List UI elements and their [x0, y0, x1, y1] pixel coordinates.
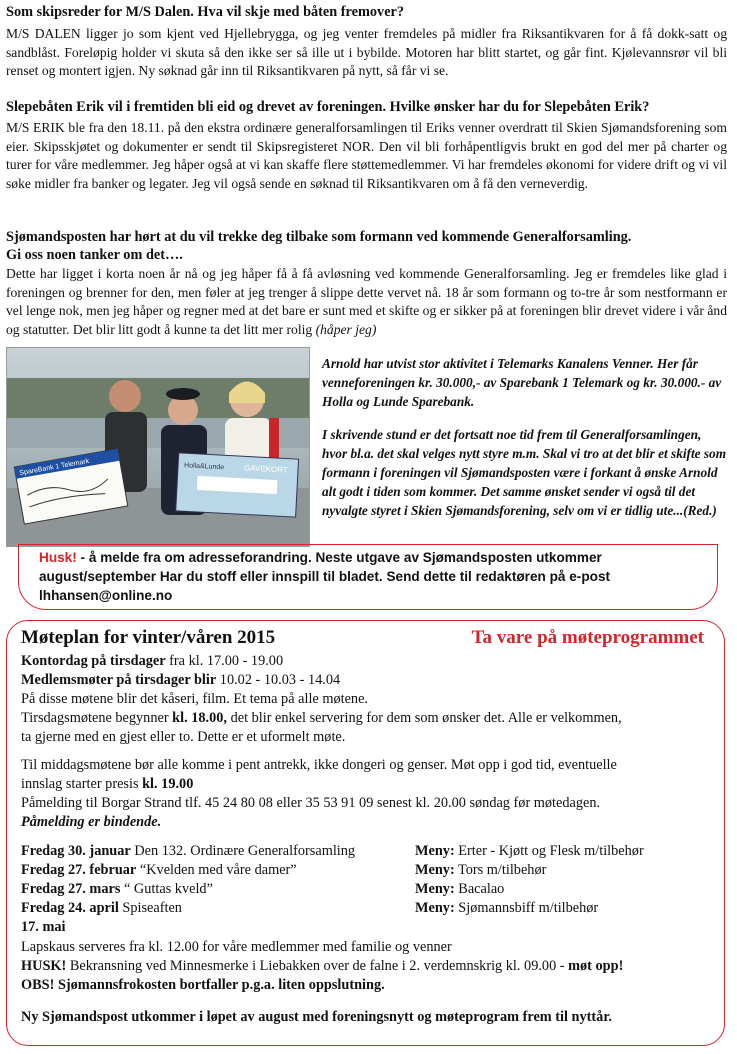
reminder-box	[18, 544, 718, 610]
dinner-text-b: innslag starter presis	[21, 776, 143, 792]
husk-wreath-line	[21, 957, 623, 976]
obs-line: OBS! Sjømannsfrokosten bortfaller p.g.a. liten oppslutning.	[21, 977, 385, 993]
event-menu	[415, 880, 504, 899]
event-date: Fredag 24. april	[21, 900, 119, 916]
signup-line: Påmelding til Borgar Strand tlf. 45 24 80 08 eller 35 53 91 09 senest kl. 20.00 søndag før møtedagen.	[21, 795, 601, 811]
reminder-line1-text: - å melde fra om adresseforandring. Neste utgave av Sjømandsposten utkommer	[76, 550, 602, 565]
event-menu	[415, 861, 546, 880]
photo-caption-p2: I skrivende stund er det fortsatt noe tid frem til Generalforsamlingen, hvor bl.a. det skal velges nytt styre m.m. Skal vi tro at det blir et skifte som formann i foreningen vil Sjømandsposten være i forkant å ønske Arnold alt godt i tiden som kommer. Det samme ønsket sender vi også til det nyvalgte styret i Skien Sjømandsforening, selv om vi er tidlig ute...(Red.)	[322, 427, 727, 518]
dinner-time: kl. 19.00	[142, 776, 194, 792]
may-label: 17. mai	[21, 919, 66, 935]
reminder-label: Husk!	[39, 550, 77, 565]
answer-formann-italic: (håper jeg)	[315, 321, 377, 337]
gavekort-sign: GAVEKORT	[243, 463, 288, 475]
office-day-label: Kontordag på tirsdager	[21, 653, 166, 669]
sparebank-sign: SpareBank 1 Telemark	[18, 457, 90, 478]
menu-label: Meny:	[415, 843, 455, 859]
office-day-line	[21, 652, 283, 671]
reminder-email[interactable]: lhhansen@online.no	[39, 588, 173, 603]
reminder-line2: august/september Har du stoff eller innspill til bladet. Send dette til redaktøren på e-post	[39, 569, 611, 584]
menu-text: Erter - Kjøtt og Flesk m/tilbehør	[454, 843, 644, 859]
answer-ms-dalen: M/S DALEN ligger jo som kjent ved Hjellebrygga, og jeg venter fremdeles på midler fra Riksantikvaren for å få dokk-satt og sandblåst. Foreløpig holder vi skuta så den ikke ser så ille ut i bybilde. Motoren har blitt startet, og går fint. Kjølevannsrør vil bli renset og montert igjen. Ny søknad går inn til Riksantikvaren på nytt, så får vi se.	[6, 26, 727, 78]
event-date: Fredag 27. februar	[21, 862, 137, 878]
menu-text: Bacalao	[454, 881, 505, 897]
tuesday-time: kl. 18.00,	[172, 710, 227, 726]
husk-wreath-bold: møt opp!	[568, 958, 624, 974]
menu-text: Tors m/tilbehør	[454, 862, 547, 878]
photo-caption-p1: Arnold har utvist stor aktivitet i Telemarks Kanalens Venner. Her får venneforeningen kr. 30.000,- av Sparebank 1 Telemark og kr. 30.000.- av Holla og Lunde Sparebank.	[322, 356, 722, 409]
husk-wreath-label: HUSK!	[21, 958, 67, 974]
holla-lunde-sign: Holla&Lunde	[183, 462, 225, 472]
husk-wreath-text: Bekransning ved Minnesmerke i Liebakken over de falne i 2. verdemnskrig kl. 09.00 -	[66, 958, 569, 974]
member-meetings-label: Medlemsmøter på tirsdager blir	[21, 672, 217, 688]
next-issue-line: Ny Sjømandspost utkommer i løpet av august med foreningsnytt og møteprogram frem til nyttår.	[21, 1009, 612, 1025]
event-date-text	[21, 842, 355, 861]
question-slepebaten-erik: Slepebåten Erik vil i fremtiden bli eid og drevet av foreningen. Hvilke ønsker har du for Slepebåten Erik?	[6, 99, 650, 115]
menu-label: Meny:	[415, 881, 455, 897]
event-menu	[415, 842, 644, 861]
answer-slepebaten-erik: M/S ERIK ble fra den 18.11. på den ekstra ordinære generalforsamlingen til Eriks venner overdratt til Skien Sjømandsforening som eier. Skipsskjøtet og dokumenter er sendt til Skipsregisteret NOR. Den vil bli forhåpentligvis brukt en god del mer på charter og turer for våre medlemmer. Jeg håper også at vi kan skaffe flere støttemedlemmer. Vi har fremdeles økonomi for videre drift og vi vil søke midler fra banker og legater. Jeg vil også sende en søknad til Riksantikvaren om å få den verneverdig.	[6, 120, 727, 191]
meeting-plan-reminder: Ta vare på møteprogrammet	[471, 627, 704, 648]
binding-line: Påmelding er bindende.	[21, 814, 162, 830]
tuesday-text-a: Tirsdagsmøtene begynner	[21, 710, 173, 726]
question-formann-line2: Gi oss noen tanker om det….	[6, 247, 183, 263]
dinner-line2	[21, 775, 193, 794]
tuesday-line2: ta gjerne med en gjest eller to. Dette er et uformelt møte.	[21, 729, 346, 745]
lapskaus-line: Lapskaus serveres fra kl. 12.00 for våre medlemmer med familie og venner	[21, 939, 452, 955]
dinner-line1: Til middagsmøtene bør alle komme i pent antrekk, ikke dongeri og genser. Møt opp i god tid, eventuelle	[21, 757, 617, 773]
tuesday-text-b: det blir enkel servering for dem som ønsker det. Alle er velkommen,	[227, 710, 622, 726]
photo-cheque-handover	[6, 347, 310, 547]
office-day-text: fra kl. 17.00 - 19.00	[165, 653, 284, 669]
event-date-text	[21, 899, 182, 918]
menu-label: Meny:	[415, 862, 455, 878]
event-text: “Kvelden med våre damer”	[136, 862, 297, 878]
event-text: Spiseaften	[118, 900, 182, 916]
event-date-text	[21, 861, 297, 880]
meeting-plan-title: Møteplan for vinter/våren 2015	[21, 627, 276, 648]
question-ms-dalen: Som skipsreder for M/S Dalen. Hva vil skje med båten fremover?	[6, 4, 405, 20]
event-date-text	[21, 880, 213, 899]
question-formann-line1: Sjømandsposten har hørt at du vil trekke deg tilbake som formann ved kommende Generalforsamling.	[6, 229, 632, 245]
meeting-plan-box	[6, 620, 725, 1046]
member-meetings-line	[21, 671, 340, 690]
event-date: Fredag 30. januar	[21, 843, 131, 859]
answer-formann	[6, 265, 727, 339]
menu-text: Sjømannsbiff m/tilbehør	[454, 900, 599, 916]
event-menu	[415, 899, 598, 918]
answer-formann-text: Dette har ligget i korta noen år nå og jeg håper få å få avløsning ved kommende Generalforsamling. Jeg er fremdeles like glad i foreningen og brenner for den, men føler at jeg trenger å slippe dette vervet nå. 18 år som formann og to-tre år som nestformann er vel lenge nok, men jeg håper og regner med at det bare er sunt med et skifte og er sikker på at foreningen blir drevet videre i vår ånd og statutter. Det blir litt godt å kunne ta det litt mer rolig	[6, 266, 727, 337]
menu-label: Meny:	[415, 900, 455, 916]
event-text: “ Guttas kveld”	[120, 881, 213, 897]
member-meetings-text: 10.02 - 10.03 - 14.04	[216, 672, 341, 688]
reminder-line1	[39, 548, 717, 567]
event-text: Den 132. Ordinære Generalforsamling	[130, 843, 356, 859]
kaseri-line: På disse møtene blir det kåseri, film. Et tema på alle møtene.	[21, 691, 368, 707]
photo-illustration	[7, 348, 309, 546]
event-date: Fredag 27. mars	[21, 881, 121, 897]
tuesday-line1	[21, 709, 622, 728]
